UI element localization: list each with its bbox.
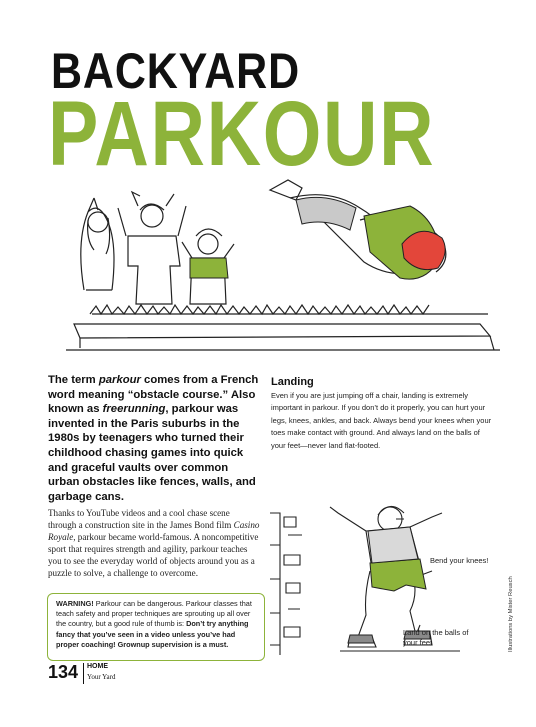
page-number: 134 (48, 662, 79, 682)
title-parkour: PARKOUR (48, 83, 436, 185)
warning-label: WARNING! (56, 599, 94, 608)
body-text-2: , parkour became world-famous. A noncompetitive sport that requires strength and agility, parkour teaches you to see the everyday world of objects around you as a puzzle to solve, a challenge to overcome. (48, 532, 259, 578)
title-backyard: BACKYARD (51, 43, 300, 99)
footer-divider (83, 663, 84, 684)
body-emphasis-film: Casino Royale (48, 520, 260, 542)
intro-paragraph (48, 373, 260, 504)
grey-shirt-shape (368, 527, 418, 563)
body-paragraph (48, 507, 260, 579)
illustration-credit: Illustrations by Mister Reusch (508, 576, 514, 652)
parkour-kids-illustration (60, 172, 510, 372)
landing-heading: Landing (271, 376, 314, 388)
label-balls-of-feet: Land on the balls of your feet (403, 628, 469, 647)
footer-section: HOME (87, 663, 108, 670)
label-bend-knees: Bend your knees! (430, 556, 489, 565)
footer-subsection: Your Yard (87, 673, 116, 681)
intro-emphasis-parkour: parkour (98, 374, 141, 386)
landing-body: Even if you are just jumping off a chair, landing is extremely important in parkour. If you don’t do it properly, you can hurt your legs, knees, ankles, and back. Always bend your knees when your toes make contact with ground. And always land on the balls of your feet—never land flat-footed. (271, 391, 492, 450)
warning-box (47, 593, 265, 661)
intro-text-2: comes from a French word meaning “obstacle course.” Also known as (48, 374, 259, 416)
green-shorts-shape (370, 559, 426, 591)
warning-text: Parkour can be dangerous. Parkour classes that teach safety and proper techniques are sprouting up all over the country, but a good rule of thumb is: (56, 599, 252, 629)
body-text-1: Thanks to YouTube videos and a cool chase scene through a construction site in the James Bond film (48, 508, 234, 530)
intro-emphasis-freerunning: freerunning (102, 403, 166, 416)
intro-text-3: , parkour was invented in the Paris suburbs in the 1980s by teenagers who turned their childhood chasing games into quick and graceful vaults over common urban obstacles like fences, walls, and garbage cans. (48, 403, 256, 503)
intro-text-1: The term (48, 374, 99, 386)
warning-bold-text: Don’t try anything fancy that you’ve seen in a video unless you’ve had proper coaching! Grownup supervision is a must. (56, 619, 249, 649)
